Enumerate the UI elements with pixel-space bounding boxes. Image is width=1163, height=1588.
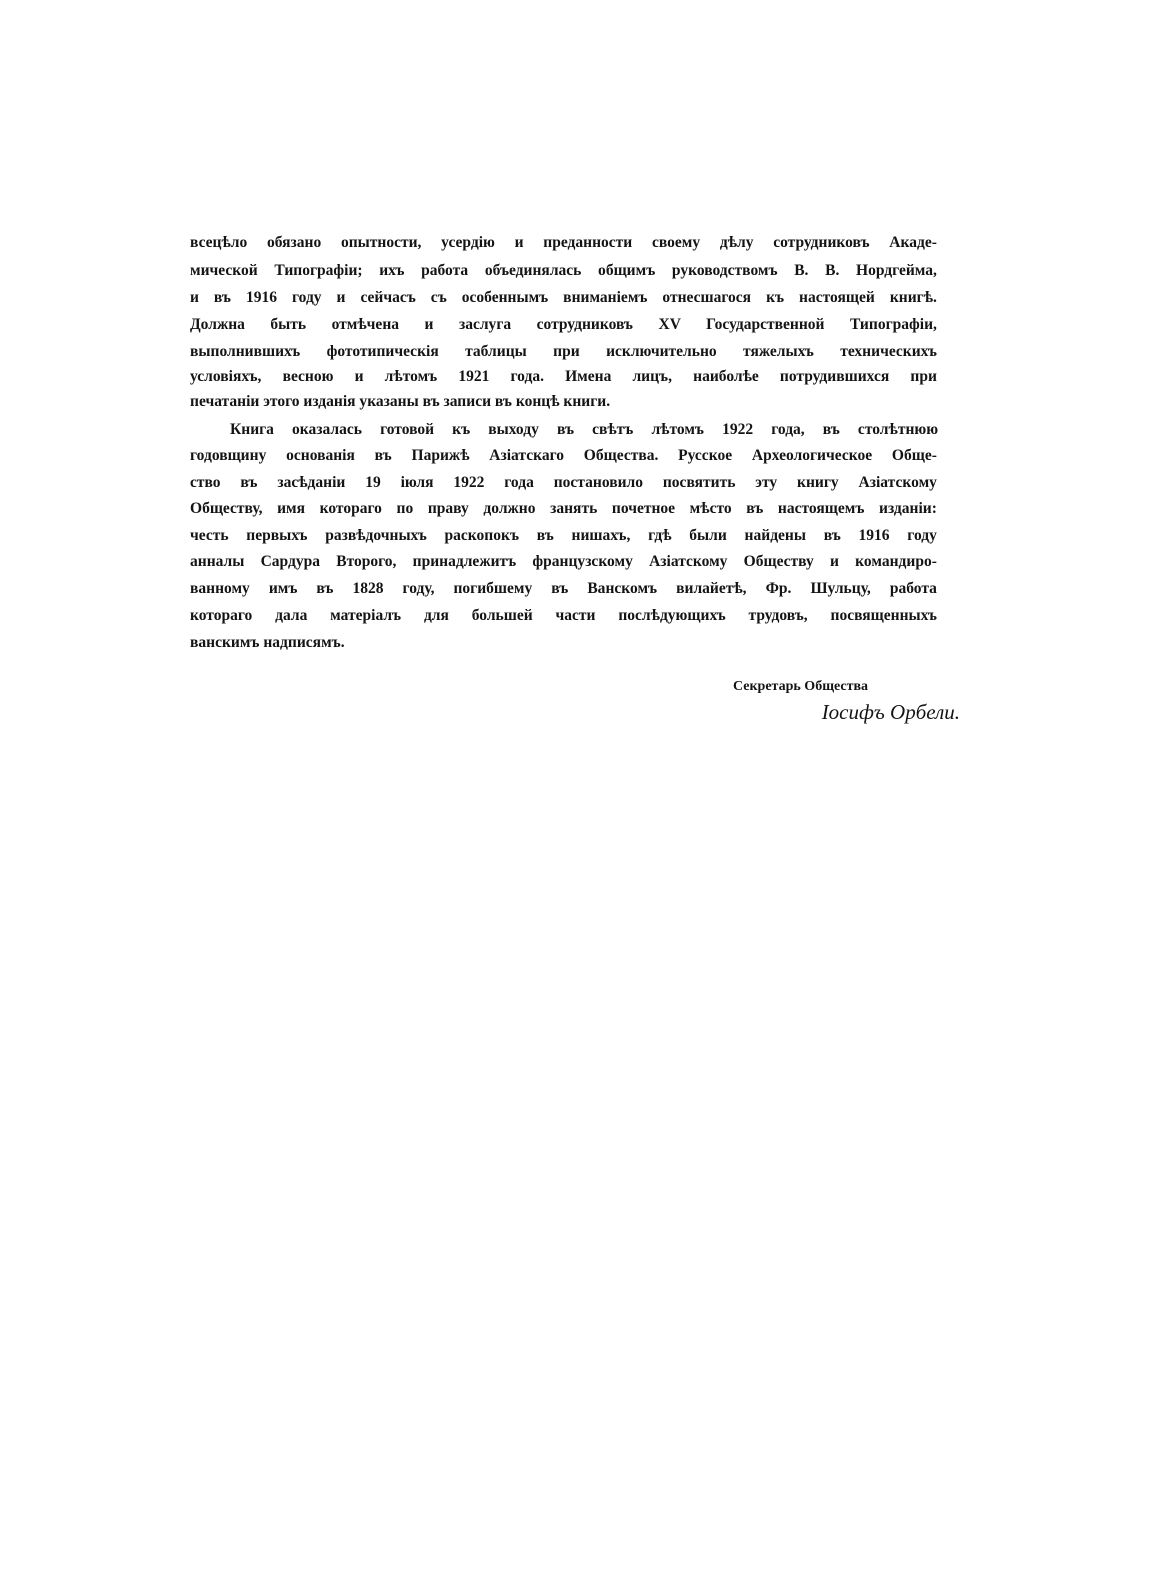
text-line: анналы Сардура Второго, принадлежитъ французскому Азіатскому Обществу и командиро- <box>190 553 937 570</box>
text-line: котораго дала матеріалъ для большей части послѣдующихъ трудовъ, посвященныхъ <box>190 607 937 624</box>
text-line: мической Типографіи; ихъ работа объединялась общимъ руководствомъ В. В. Нордгейма, <box>190 262 937 279</box>
text-line: ванному имъ въ 1828 году, погибшему въ Ванскомъ вилайетѣ, Фр. Шульцу, работа <box>190 580 937 597</box>
text-line: условіяхъ, весною и лѣтомъ 1921 года. Имена лицъ, наиболѣе потрудившихся при <box>190 368 937 385</box>
text-line: и въ 1916 году и сейчасъ съ особеннымъ вниманіемъ отнесшагося къ настоящей книгѣ. <box>190 289 937 306</box>
text-line: Обществу, имя котораго по праву должно занять почетное мѣсто въ настоящемъ изданіи: <box>190 500 937 517</box>
text-line: ванскимъ надписямъ. <box>190 634 345 651</box>
text-line: печатаніи этого изданія указаны въ записи въ концѣ книги. <box>190 393 611 410</box>
signature-name: Іосифъ Орбели. <box>821 700 960 724</box>
text-line: всецѣло обязано опытности, усердію и преданности своему дѣлу сотрудниковъ Акаде- <box>190 234 937 251</box>
text-line: Книга оказалась готовой къ выходу въ свѣтъ лѣтомъ 1922 года, въ столѣтнюю <box>230 421 939 438</box>
text-line: честь первыхъ развѣдочныхъ раскопокъ въ нишахъ, гдѣ были найдены въ 1916 году <box>190 527 937 544</box>
signature-title: Секретарь Общества <box>733 679 869 694</box>
text-line: выполнившихъ фототипическія таблицы при исключительно тяжелыхъ техническихъ <box>190 343 937 360</box>
text-line: Должна быть отмѣчена и заслуга сотрудниковъ XV Государственной Типографіи, <box>190 316 937 333</box>
text-line: годовщину основанія въ Парижѣ Азіатскаго Общества. Русское Археологическое Обще- <box>190 447 937 464</box>
text-line: ство въ засѣданіи 19 іюля 1922 года постановило посвятить эту книгу Азіатскому <box>190 474 937 491</box>
